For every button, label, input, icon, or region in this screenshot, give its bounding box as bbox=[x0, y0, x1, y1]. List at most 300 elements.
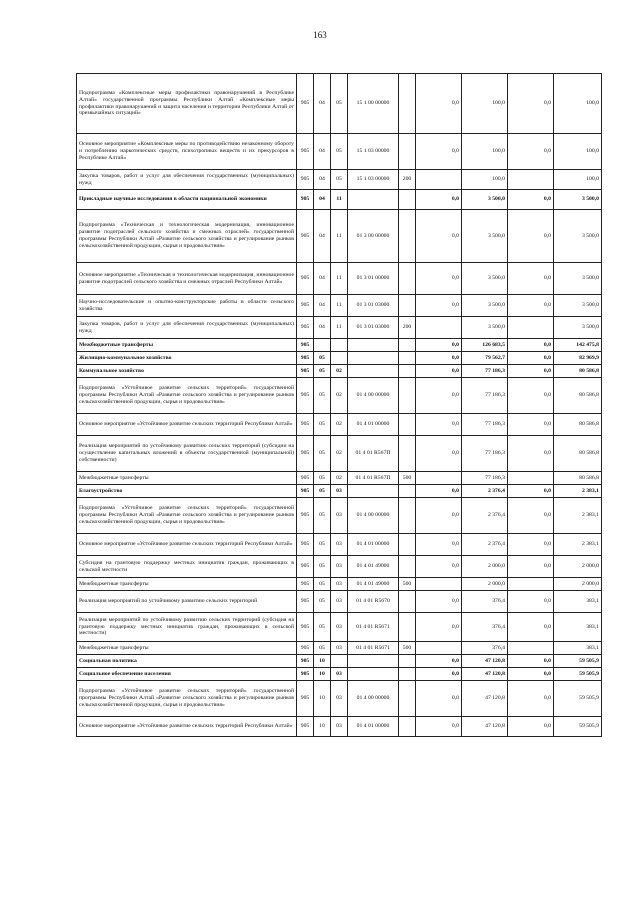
budget-table-body bbox=[77, 74, 602, 737]
row-expense-type-cell bbox=[399, 591, 416, 613]
row-value-1-cell bbox=[416, 578, 462, 591]
row-value-3-cell: 0,0 bbox=[508, 365, 554, 378]
table-row bbox=[77, 414, 602, 436]
row-grbs-cell: 905 bbox=[297, 642, 314, 655]
row-section-cell: 04 bbox=[314, 295, 331, 317]
row-expense-type-cell: 500 bbox=[399, 472, 416, 485]
row-target-article-cell: 01 3 01 03000 bbox=[348, 317, 399, 339]
row-grbs-cell: 905 bbox=[297, 436, 314, 472]
row-target-article-cell bbox=[348, 339, 399, 352]
row-expense-type-cell bbox=[399, 485, 416, 498]
row-expense-type-cell bbox=[399, 263, 416, 295]
row-value-2-cell: 3 500,0 bbox=[462, 263, 508, 295]
row-expense-type-cell bbox=[399, 339, 416, 352]
row-subsection-cell: 03 bbox=[331, 613, 348, 642]
row-value-4-cell: 82 969,9 bbox=[554, 352, 602, 365]
row-subsection-cell: 03 bbox=[331, 681, 348, 717]
row-expense-type-cell bbox=[399, 717, 416, 737]
table-row bbox=[77, 534, 602, 556]
row-value-3-cell: 0,0 bbox=[508, 263, 554, 295]
row-grbs-cell: 905 bbox=[297, 170, 314, 190]
table-row bbox=[77, 668, 602, 681]
row-expense-type-cell bbox=[399, 414, 416, 436]
row-value-2-cell: 77 186,3 bbox=[462, 414, 508, 436]
row-value-2-cell: 79 562,7 bbox=[462, 352, 508, 365]
table-row bbox=[77, 613, 602, 642]
row-value-4-cell: 59 505,9 bbox=[554, 717, 602, 737]
row-value-3-cell: 0,0 bbox=[508, 414, 554, 436]
row-grbs-cell: 905 bbox=[297, 668, 314, 681]
row-name-cell: Основное мероприятие «Техническая и технологическая модернизация, инновационное развитие подотраслей сельского хозяйства и смежных отраслей Республики Алтай» bbox=[77, 263, 297, 295]
row-value-1-cell: 0,0 bbox=[416, 134, 462, 170]
row-value-2-cell: 77 186,3 bbox=[462, 378, 508, 414]
row-section-cell: 04 bbox=[314, 317, 331, 339]
row-expense-type-cell: 500 bbox=[399, 578, 416, 591]
row-value-3-cell: 0,0 bbox=[508, 717, 554, 737]
row-name-cell: Основное мероприятие «Устойчивое развитие сельских территорий Республики Алтай» bbox=[77, 717, 297, 737]
row-section-cell: 10 bbox=[314, 681, 331, 717]
row-grbs-cell: 905 bbox=[297, 472, 314, 485]
row-value-3-cell: 0,0 bbox=[508, 613, 554, 642]
row-value-3-cell bbox=[508, 642, 554, 655]
row-subsection-cell: 11 bbox=[331, 295, 348, 317]
row-name-cell: Реализация мероприятий по устойчивому развитию сельских территорий (субсидия на грантовую поддержку местных инициатив граждан, проживающих в сельской местности) bbox=[77, 613, 297, 642]
row-value-3-cell: 0,0 bbox=[508, 655, 554, 668]
row-subsection-cell: 02 bbox=[331, 472, 348, 485]
row-expense-type-cell bbox=[399, 134, 416, 170]
row-value-4-cell: 100,0 bbox=[554, 74, 602, 134]
row-subsection-cell: 03 bbox=[331, 591, 348, 613]
row-value-3-cell: 0,0 bbox=[508, 498, 554, 534]
row-value-1-cell: 0,0 bbox=[416, 210, 462, 263]
row-grbs-cell: 905 bbox=[297, 414, 314, 436]
table-row bbox=[77, 263, 602, 295]
row-section-cell: 05 bbox=[314, 378, 331, 414]
row-value-3-cell bbox=[508, 170, 554, 190]
row-target-article-cell bbox=[348, 668, 399, 681]
row-value-2-cell: 3 500,0 bbox=[462, 210, 508, 263]
row-name-cell: Прикладные научные исследования в области национальной экономики bbox=[77, 190, 297, 210]
row-target-article-cell bbox=[348, 485, 399, 498]
row-value-2-cell: 100,0 bbox=[462, 134, 508, 170]
row-subsection-cell: 03 bbox=[331, 578, 348, 591]
row-name-cell: Социальная политика bbox=[77, 655, 297, 668]
row-section-cell: 05 bbox=[314, 578, 331, 591]
row-value-2-cell: 77 186,3 bbox=[462, 472, 508, 485]
row-value-1-cell: 0,0 bbox=[416, 655, 462, 668]
row-target-article-cell: 01 3 00 00000 bbox=[348, 210, 399, 263]
row-value-4-cell: 2 383,1 bbox=[554, 498, 602, 534]
row-value-1-cell: 0,0 bbox=[416, 74, 462, 134]
row-section-cell: 05 bbox=[314, 591, 331, 613]
row-value-3-cell: 0,0 bbox=[508, 190, 554, 210]
row-subsection-cell: 11 bbox=[331, 210, 348, 263]
row-value-2-cell: 376,4 bbox=[462, 642, 508, 655]
row-value-4-cell: 80 586,8 bbox=[554, 365, 602, 378]
table-row bbox=[77, 717, 602, 737]
row-subsection-cell: 05 bbox=[331, 170, 348, 190]
table-row bbox=[77, 365, 602, 378]
row-target-article-cell: 01 4 01 R567П bbox=[348, 472, 399, 485]
row-value-1-cell: 0,0 bbox=[416, 591, 462, 613]
row-name-cell: Закупка товаров, работ и услуг для обеспечения государственных (муниципальных) нужд bbox=[77, 317, 297, 339]
row-value-2-cell: 3 500,0 bbox=[462, 317, 508, 339]
row-value-2-cell: 376,4 bbox=[462, 591, 508, 613]
row-section-cell: 10 bbox=[314, 717, 331, 737]
row-section-cell: 05 bbox=[314, 485, 331, 498]
row-name-cell: Коммунальное хозяйство bbox=[77, 365, 297, 378]
row-value-2-cell: 47 120,8 bbox=[462, 681, 508, 717]
row-target-article-cell: 15 1 03 00000 bbox=[348, 134, 399, 170]
row-value-3-cell bbox=[508, 472, 554, 485]
row-section-cell: 04 bbox=[314, 74, 331, 134]
row-value-4-cell: 100,0 bbox=[554, 134, 602, 170]
row-value-2-cell: 47 120,8 bbox=[462, 655, 508, 668]
row-section-cell: 05 bbox=[314, 556, 331, 578]
row-value-3-cell: 0,0 bbox=[508, 485, 554, 498]
table-row bbox=[77, 556, 602, 578]
row-value-2-cell: 2 000,0 bbox=[462, 556, 508, 578]
row-expense-type-cell bbox=[399, 74, 416, 134]
row-value-2-cell: 2 376,4 bbox=[462, 485, 508, 498]
row-grbs-cell: 905 bbox=[297, 339, 314, 352]
row-value-2-cell: 100,0 bbox=[462, 170, 508, 190]
row-value-2-cell: 77 186,3 bbox=[462, 436, 508, 472]
budget-table bbox=[76, 73, 602, 737]
row-value-2-cell: 2 376,4 bbox=[462, 498, 508, 534]
row-name-cell: Межбюджетные трансферты bbox=[77, 339, 297, 352]
row-subsection-cell: 03 bbox=[331, 642, 348, 655]
row-subsection-cell: 02 bbox=[331, 436, 348, 472]
row-section-cell: 05 bbox=[314, 352, 331, 365]
row-subsection-cell: 03 bbox=[331, 556, 348, 578]
row-value-4-cell: 59 505,9 bbox=[554, 655, 602, 668]
row-value-2-cell: 3 500,0 bbox=[462, 190, 508, 210]
row-grbs-cell: 905 bbox=[297, 74, 314, 134]
row-subsection-cell: 05 bbox=[331, 74, 348, 134]
table-row bbox=[77, 436, 602, 472]
row-value-3-cell: 0,0 bbox=[508, 74, 554, 134]
row-value-2-cell: 126 683,5 bbox=[462, 339, 508, 352]
row-value-4-cell: 3 500,0 bbox=[554, 317, 602, 339]
row-value-4-cell: 2 383,1 bbox=[554, 534, 602, 556]
row-grbs-cell: 905 bbox=[297, 263, 314, 295]
row-section-cell: 05 bbox=[314, 534, 331, 556]
table-row bbox=[77, 498, 602, 534]
row-value-4-cell: 383,1 bbox=[554, 591, 602, 613]
row-value-3-cell: 0,0 bbox=[508, 556, 554, 578]
row-value-3-cell: 0,0 bbox=[508, 534, 554, 556]
table-row bbox=[77, 295, 602, 317]
row-value-3-cell: 0,0 bbox=[508, 210, 554, 263]
row-value-2-cell: 3 500,0 bbox=[462, 295, 508, 317]
row-target-article-cell: 01 4 01 49000 bbox=[348, 556, 399, 578]
row-name-cell: Реализация мероприятий по устойчивому развитию сельских территорий (субсидии на осуществление капитальных вложений в объекты государственной (муниципальной) собственности) bbox=[77, 436, 297, 472]
row-value-3-cell: 0,0 bbox=[508, 134, 554, 170]
row-grbs-cell: 905 bbox=[297, 613, 314, 642]
row-value-4-cell: 2 000,0 bbox=[554, 556, 602, 578]
row-section-cell: 05 bbox=[314, 472, 331, 485]
row-grbs-cell: 905 bbox=[297, 498, 314, 534]
table-row bbox=[77, 170, 602, 190]
row-expense-type-cell bbox=[399, 436, 416, 472]
row-value-4-cell: 3 500,0 bbox=[554, 263, 602, 295]
row-grbs-cell: 905 bbox=[297, 591, 314, 613]
row-grbs-cell: 905 bbox=[297, 134, 314, 170]
row-value-1-cell bbox=[416, 472, 462, 485]
row-subsection-cell: 03 bbox=[331, 534, 348, 556]
row-subsection-cell: 03 bbox=[331, 717, 348, 737]
row-value-4-cell: 80 586,8 bbox=[554, 378, 602, 414]
row-target-article-cell: 01 4 01 R5670 bbox=[348, 591, 399, 613]
row-value-1-cell bbox=[416, 170, 462, 190]
row-section-cell: 10 bbox=[314, 655, 331, 668]
row-value-1-cell: 0,0 bbox=[416, 485, 462, 498]
row-expense-type-cell: 200 bbox=[399, 317, 416, 339]
row-value-2-cell: 2 000,0 bbox=[462, 578, 508, 591]
row-section-cell: 05 bbox=[314, 613, 331, 642]
row-value-2-cell: 47 120,8 bbox=[462, 668, 508, 681]
row-grbs-cell: 905 bbox=[297, 578, 314, 591]
row-value-3-cell: 0,0 bbox=[508, 352, 554, 365]
row-target-article-cell: 01 4 01 R5671 bbox=[348, 613, 399, 642]
row-value-1-cell: 0,0 bbox=[416, 717, 462, 737]
row-value-3-cell: 0,0 bbox=[508, 295, 554, 317]
row-value-3-cell: 0,0 bbox=[508, 591, 554, 613]
row-subsection-cell: 11 bbox=[331, 317, 348, 339]
row-target-article-cell: 01 4 00 00000 bbox=[348, 378, 399, 414]
row-name-cell: Социальное обеспечение населения bbox=[77, 668, 297, 681]
row-value-1-cell: 0,0 bbox=[416, 365, 462, 378]
row-value-3-cell: 0,0 bbox=[508, 681, 554, 717]
row-value-4-cell: 383,1 bbox=[554, 642, 602, 655]
row-grbs-cell: 905 bbox=[297, 485, 314, 498]
row-expense-type-cell bbox=[399, 556, 416, 578]
row-target-article-cell: 01 4 00 00000 bbox=[348, 498, 399, 534]
row-name-cell: Благоустройство bbox=[77, 485, 297, 498]
row-value-1-cell: 0,0 bbox=[416, 295, 462, 317]
row-section-cell: 04 bbox=[314, 134, 331, 170]
row-subsection-cell bbox=[331, 655, 348, 668]
row-subsection-cell: 02 bbox=[331, 378, 348, 414]
row-subsection-cell: 11 bbox=[331, 263, 348, 295]
row-target-article-cell: 01 4 01 00000 bbox=[348, 414, 399, 436]
row-value-1-cell: 0,0 bbox=[416, 414, 462, 436]
table-row bbox=[77, 190, 602, 210]
row-target-article-cell: 01 3 01 03000 bbox=[348, 295, 399, 317]
table-row bbox=[77, 591, 602, 613]
row-name-cell: Субсидия на грантовую поддержку местных инициатив граждан, проживающих в сельской местности bbox=[77, 556, 297, 578]
table-row bbox=[77, 74, 602, 134]
row-subsection-cell: 02 bbox=[331, 365, 348, 378]
row-grbs-cell: 905 bbox=[297, 681, 314, 717]
row-section-cell: 10 bbox=[314, 668, 331, 681]
row-name-cell: Основное мероприятие «Комплексные меры по противодействию незаконному обороту и потреблению наркотических средств, психотропных веществ и их прекурсоров в Республике Алтай» bbox=[77, 134, 297, 170]
row-name-cell: Подпрограмма «Техническая и технологическая модернизация, инновационное развитие подотраслей сельского хозяйства и смежных отраслей» государственной программы Республики Алтай «Развитие сельского хозяйства и регулирование рынков сельскохозяйственной продукции, сырья и продовольствия» bbox=[77, 210, 297, 263]
row-value-1-cell: 0,0 bbox=[416, 190, 462, 210]
row-subsection-cell bbox=[331, 339, 348, 352]
row-target-article-cell: 15 1 03 00000 bbox=[348, 170, 399, 190]
row-expense-type-cell bbox=[399, 378, 416, 414]
row-subsection-cell: 03 bbox=[331, 668, 348, 681]
row-target-article-cell: 15 1 00 00000 bbox=[348, 74, 399, 134]
row-name-cell: Межбюджетные трансферты bbox=[77, 642, 297, 655]
row-value-4-cell: 383,1 bbox=[554, 613, 602, 642]
row-value-1-cell: 0,0 bbox=[416, 263, 462, 295]
row-expense-type-cell bbox=[399, 295, 416, 317]
row-name-cell: Подпрограмма «Устойчивое развитие сельских территорий» государственной программы Республики Алтай «Развитие сельского хозяйства и регулирование рынков сельскохозяйственной продукции, сырья и продовольствия» bbox=[77, 378, 297, 414]
row-target-article-cell bbox=[348, 352, 399, 365]
row-name-cell: Подпрограмма «Устойчивое развитие сельских территорий» государственной программы Республики Алтай «Развитие сельского хозяйства и регулирование рынков сельскохозяйственной продукции, сырья и продовольствия» bbox=[77, 681, 297, 717]
row-grbs-cell: 905 bbox=[297, 378, 314, 414]
row-value-1-cell bbox=[416, 642, 462, 655]
table-row bbox=[77, 210, 602, 263]
row-value-4-cell: 2 383,1 bbox=[554, 485, 602, 498]
row-subsection-cell: 11 bbox=[331, 190, 348, 210]
row-section-cell: 04 bbox=[314, 263, 331, 295]
table-row bbox=[77, 681, 602, 717]
row-expense-type-cell bbox=[399, 498, 416, 534]
row-name-cell: Реализация мероприятий по устойчивому развитию сельских территорий bbox=[77, 591, 297, 613]
row-grbs-cell: 905 bbox=[297, 352, 314, 365]
row-value-4-cell: 59 505,9 bbox=[554, 681, 602, 717]
row-grbs-cell: 905 bbox=[297, 534, 314, 556]
row-value-1-cell: 0,0 bbox=[416, 378, 462, 414]
row-value-2-cell: 77 186,3 bbox=[462, 365, 508, 378]
row-expense-type-cell bbox=[399, 613, 416, 642]
row-value-1-cell: 0,0 bbox=[416, 681, 462, 717]
row-section-cell: 05 bbox=[314, 436, 331, 472]
page-number: 163 bbox=[313, 30, 327, 40]
row-target-article-cell: 01 4 01 49000 bbox=[348, 578, 399, 591]
row-value-1-cell: 0,0 bbox=[416, 339, 462, 352]
row-value-3-cell bbox=[508, 317, 554, 339]
row-expense-type-cell bbox=[399, 668, 416, 681]
row-name-cell: Основное мероприятие «Устойчивое развитие сельских территорий Республики Алтай» bbox=[77, 414, 297, 436]
table-row bbox=[77, 578, 602, 591]
row-grbs-cell: 905 bbox=[297, 317, 314, 339]
row-target-article-cell: 01 4 01 00000 bbox=[348, 534, 399, 556]
row-subsection-cell: 03 bbox=[331, 485, 348, 498]
row-target-article-cell bbox=[348, 365, 399, 378]
row-value-2-cell: 376,4 bbox=[462, 613, 508, 642]
row-name-cell: Межбюджетные трансферты bbox=[77, 472, 297, 485]
row-grbs-cell: 905 bbox=[297, 365, 314, 378]
row-section-cell: 04 bbox=[314, 170, 331, 190]
row-value-1-cell: 0,0 bbox=[416, 556, 462, 578]
row-expense-type-cell bbox=[399, 352, 416, 365]
row-value-3-cell bbox=[508, 578, 554, 591]
row-value-1-cell: 0,0 bbox=[416, 352, 462, 365]
row-grbs-cell: 905 bbox=[297, 655, 314, 668]
row-value-2-cell: 100,0 bbox=[462, 74, 508, 134]
row-section-cell: 05 bbox=[314, 414, 331, 436]
row-value-4-cell: 3 500,0 bbox=[554, 190, 602, 210]
row-target-article-cell: 01 3 01 00000 bbox=[348, 263, 399, 295]
row-value-1-cell: 0,0 bbox=[416, 534, 462, 556]
row-expense-type-cell: 500 bbox=[399, 642, 416, 655]
row-grbs-cell: 905 bbox=[297, 295, 314, 317]
table-row bbox=[77, 134, 602, 170]
row-value-2-cell: 2 376,4 bbox=[462, 534, 508, 556]
row-value-3-cell: 0,0 bbox=[508, 378, 554, 414]
row-value-1-cell: 0,0 bbox=[416, 498, 462, 534]
row-subsection-cell: 03 bbox=[331, 498, 348, 534]
row-name-cell: Основное мероприятие «Устойчивое развитие сельских территорий Республики Алтай» bbox=[77, 534, 297, 556]
row-grbs-cell: 905 bbox=[297, 556, 314, 578]
row-grbs-cell: 905 bbox=[297, 717, 314, 737]
row-section-cell bbox=[314, 339, 331, 352]
row-expense-type-cell bbox=[399, 190, 416, 210]
row-name-cell: Подпрограмма «Комплексные меры профилактики правонарушений в Республике Алтай» государственной программы Республики Алтай «Комплексные меры профилактики правонарушений и защита населения и территории Республики Алтай от чрезвычайных ситуаций» bbox=[77, 74, 297, 134]
row-subsection-cell: 05 bbox=[331, 134, 348, 170]
row-expense-type-cell bbox=[399, 210, 416, 263]
table-row bbox=[77, 655, 602, 668]
row-expense-type-cell bbox=[399, 365, 416, 378]
row-value-1-cell: 0,0 bbox=[416, 613, 462, 642]
row-target-article-cell: 01 4 01 00000 bbox=[348, 717, 399, 737]
row-value-4-cell: 2 000,0 bbox=[554, 578, 602, 591]
row-section-cell: 05 bbox=[314, 365, 331, 378]
row-value-1-cell bbox=[416, 317, 462, 339]
row-value-2-cell: 47 120,8 bbox=[462, 717, 508, 737]
row-target-article-cell: 01 4 01 R567П bbox=[348, 436, 399, 472]
row-section-cell: 04 bbox=[314, 190, 331, 210]
row-value-1-cell: 0,0 bbox=[416, 436, 462, 472]
row-value-4-cell: 80 586,8 bbox=[554, 472, 602, 485]
row-value-4-cell: 80 586,8 bbox=[554, 436, 602, 472]
row-name-cell: Жилищно-коммунальное хозяйство bbox=[77, 352, 297, 365]
row-value-3-cell: 0,0 bbox=[508, 436, 554, 472]
row-grbs-cell: 905 bbox=[297, 210, 314, 263]
row-expense-type-cell: 200 bbox=[399, 170, 416, 190]
row-value-4-cell: 100,0 bbox=[554, 170, 602, 190]
row-subsection-cell: 02 bbox=[331, 414, 348, 436]
table-row bbox=[77, 352, 602, 365]
row-expense-type-cell bbox=[399, 655, 416, 668]
row-section-cell: 05 bbox=[314, 642, 331, 655]
row-section-cell: 04 bbox=[314, 210, 331, 263]
row-name-cell: Межбюджетные трансферты bbox=[77, 578, 297, 591]
row-target-article-cell: 01 4 00 00000 bbox=[348, 681, 399, 717]
row-value-3-cell: 0,0 bbox=[508, 668, 554, 681]
row-expense-type-cell bbox=[399, 534, 416, 556]
table-row bbox=[77, 378, 602, 414]
row-subsection-cell bbox=[331, 352, 348, 365]
row-section-cell: 05 bbox=[314, 498, 331, 534]
table-row bbox=[77, 339, 602, 352]
row-value-4-cell: 80 586,8 bbox=[554, 414, 602, 436]
row-name-cell: Научно-исследовательские и опытно-конструкторские работы в области сельского хозяйства bbox=[77, 295, 297, 317]
table-row bbox=[77, 472, 602, 485]
row-value-3-cell: 0,0 bbox=[508, 339, 554, 352]
table-row bbox=[77, 642, 602, 655]
row-target-article-cell bbox=[348, 655, 399, 668]
row-value-4-cell: 59 505,9 bbox=[554, 668, 602, 681]
row-target-article-cell: 01 4 01 R5671 bbox=[348, 642, 399, 655]
row-target-article-cell bbox=[348, 190, 399, 210]
row-expense-type-cell bbox=[399, 681, 416, 717]
row-value-4-cell: 142 475,8 bbox=[554, 339, 602, 352]
row-name-cell: Подпрограмма «Устойчивое развитие сельских территорий» государственной программы Республики Алтай «Развитие сельского хозяйства и регулирование рынков сельскохозяйственной продукции, сырья и продовольствия» bbox=[77, 498, 297, 534]
table-row bbox=[77, 485, 602, 498]
row-value-4-cell: 3 500,0 bbox=[554, 210, 602, 263]
row-name-cell: Закупка товаров, работ и услуг для обеспечения государственных (муниципальных) нужд bbox=[77, 170, 297, 190]
row-grbs-cell: 905 bbox=[297, 190, 314, 210]
table-row bbox=[77, 317, 602, 339]
row-value-4-cell: 3 500,0 bbox=[554, 295, 602, 317]
row-value-1-cell: 0,0 bbox=[416, 668, 462, 681]
